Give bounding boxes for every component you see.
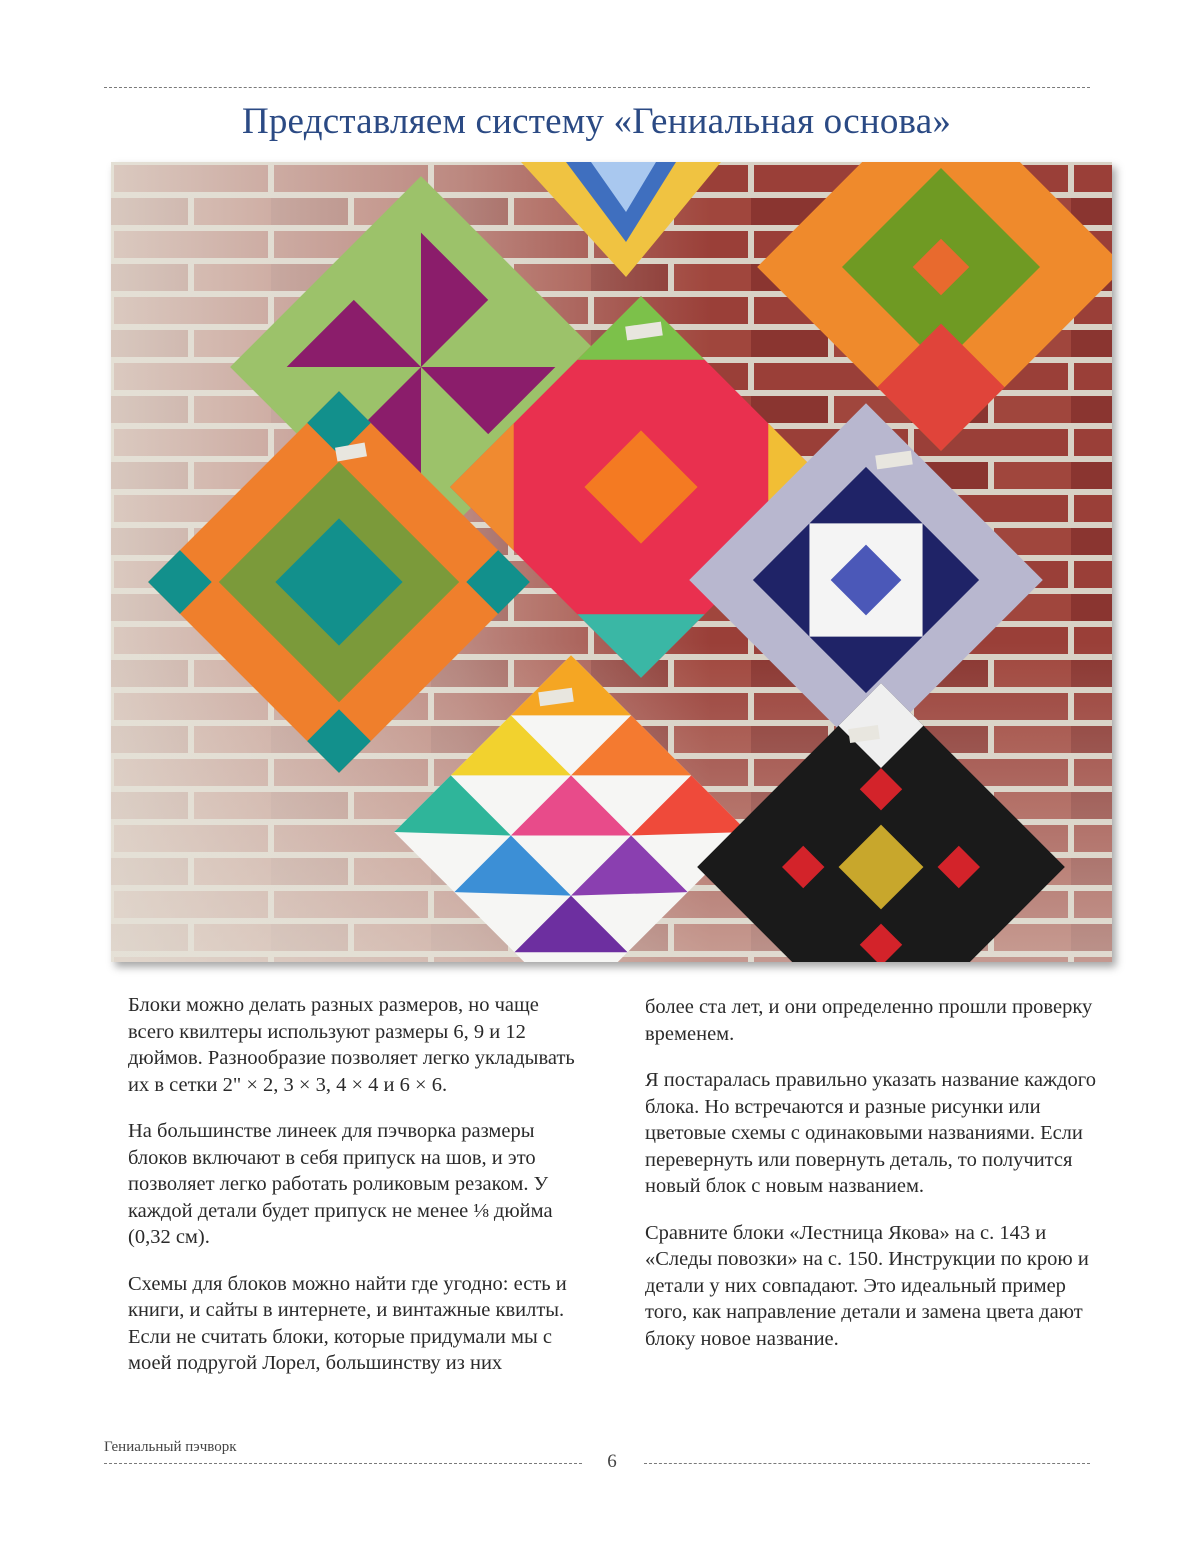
header-divider	[104, 87, 1090, 88]
quilt-blocks-photo	[111, 162, 1112, 962]
footer-book-title: Гениальный пэчворк	[104, 1439, 237, 1455]
text-column-right	[645, 994, 1107, 1372]
footer-divider-right	[644, 1463, 1090, 1464]
footer-divider-left	[104, 1463, 582, 1464]
paragraph: Я постаралась правильно указать название каждого блока. Но встречаются и разные рисунки или цветовые схемы с одинаковыми названиями. Если перевернуть или повернуть деталь, то получится новый блок с новым названием.	[645, 1069, 1096, 1197]
text-column-left	[128, 992, 590, 1397]
paragraph: более ста лет, и они определенно прошли проверку временем.	[645, 996, 1093, 1045]
paragraph: Сравните блоки «Лестница Якова» на с. 143 и «Следы повозки» на с. 150. Инструкции по крою и детали у них совпадают. Это идеальный пример того, как направление детали и замена цвета дают блоку новое название.	[645, 1221, 1089, 1350]
page-title: Представляем систему «Гениальная основа»	[241, 101, 952, 142]
paragraph: Схемы для блоков можно найти где угодно: есть и книги, и сайты в интернете, и винтажные квилты. Если не считать блоки, которые придумали мы с моей подругой Лорел, большинству из них	[128, 1272, 567, 1374]
page-number: 6	[607, 1451, 617, 1472]
paragraph: На большинстве линеек для пэчворка размеры блоков включают в себя припуск на шов, и это позволяет легко работать роликовым резаком. У каждой детали будет припуск не менее ⅛ дюйма (0,32 см).	[128, 1120, 553, 1248]
paragraph: Блоки можно делать разных размеров, но чаще всего квилтеры используют размеры 6, 9 и 12 дюймов. Разнообразие позволяет легко укладывать их в сетки 2" × 2, 3 × 3, 4 × 4 и 6 × 6.	[128, 994, 575, 1096]
